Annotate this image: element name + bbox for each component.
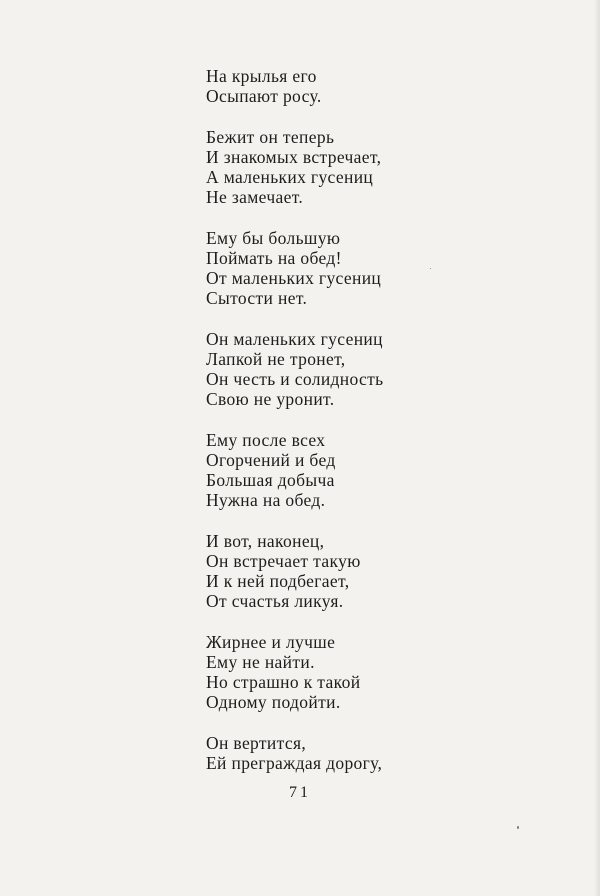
stanza-2 bbox=[206, 127, 546, 207]
poem-line: И вот, наконец, bbox=[206, 531, 325, 551]
poem-line: Осыпают росу. bbox=[206, 86, 322, 106]
paper-speck bbox=[517, 826, 519, 829]
poem-line: И к ней подбегает, bbox=[206, 571, 350, 591]
page-number: 71 bbox=[289, 784, 311, 801]
poem-line: Он честь и солидность bbox=[206, 369, 384, 389]
poem-line: Он вертится, bbox=[206, 733, 307, 753]
poem-line: Бежит он теперь bbox=[206, 127, 335, 147]
poem-line: От счастья ликуя. bbox=[206, 591, 344, 611]
poem-line: Свою не уронит. bbox=[206, 389, 335, 409]
poem-line: Ему не найти. bbox=[206, 652, 315, 672]
poem bbox=[206, 66, 546, 794]
poem-line: Лапкой не тронет, bbox=[206, 349, 346, 369]
poem-line: Жирнее и лучше bbox=[206, 632, 336, 652]
stanza-7 bbox=[206, 632, 546, 712]
poem-line: Ей преграждая дорогу, bbox=[206, 753, 383, 773]
poem-line: Сытости нет. bbox=[206, 288, 308, 308]
stanza-8 bbox=[206, 733, 546, 773]
poem-line: Большая добыча bbox=[206, 470, 335, 490]
poem-line: Он маленьких гусениц bbox=[206, 329, 383, 349]
poem-line: И знакомых встречает, bbox=[206, 147, 382, 167]
poem-line: Поймать на обед! bbox=[206, 248, 342, 268]
stanza-3 bbox=[206, 228, 546, 308]
stanza-6 bbox=[206, 531, 546, 611]
stanza-5 bbox=[206, 430, 546, 510]
poem-line: А маленьких гусениц bbox=[206, 167, 374, 187]
poem-line: Он встречает такую bbox=[206, 551, 361, 571]
poem-line: Огорчений и бед bbox=[206, 450, 336, 470]
poem-line: Ему бы большую bbox=[206, 228, 341, 248]
poem-line: Одному подойти. bbox=[206, 692, 341, 712]
poem-line: Не замечает. bbox=[206, 187, 304, 207]
stanza-1 bbox=[206, 66, 546, 106]
poem-line: Нужна на обед. bbox=[206, 490, 326, 510]
poem-line: Ему после всех bbox=[206, 430, 326, 450]
poem-line: Но страшно к такой bbox=[206, 672, 361, 692]
poem-line: От маленьких гусениц bbox=[206, 268, 382, 288]
poem-line: На крылья его bbox=[206, 66, 317, 86]
page-edge-shadow bbox=[594, 0, 600, 896]
stanza-4 bbox=[206, 329, 546, 409]
paper-speck bbox=[430, 268, 431, 269]
